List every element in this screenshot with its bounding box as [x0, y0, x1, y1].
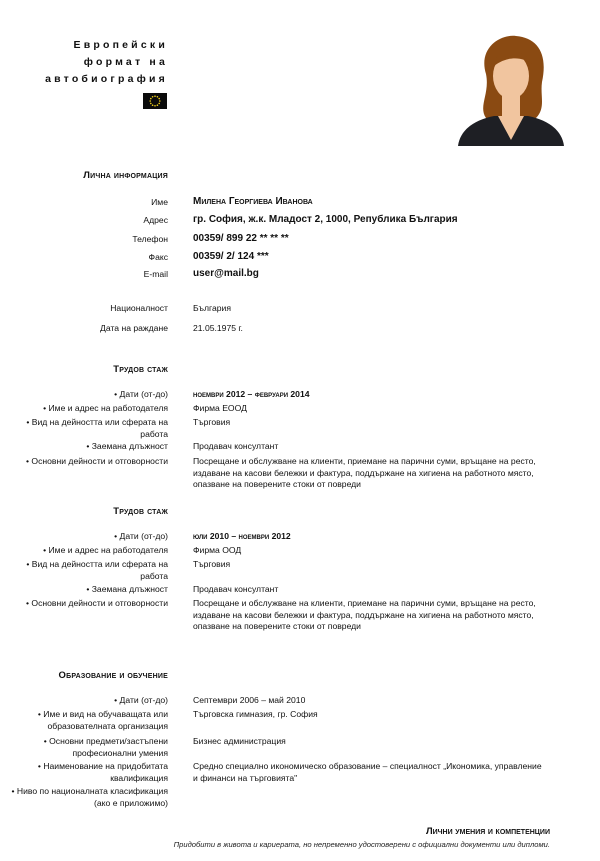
label-work2-sector: • Вид на дейността или сферата на работа: [26, 559, 168, 581]
section-title-personal: Лична информация: [83, 170, 168, 181]
label-phone: Телефон: [132, 234, 168, 244]
label-email: E-mail: [143, 269, 168, 279]
label-work2-employer: • Име и адрес на работодателя: [43, 545, 168, 555]
value-work2-sector: Търговия: [193, 559, 231, 569]
value-edu-organization: Търговска гимназия, гр. София: [193, 709, 318, 719]
label-address: Адрес: [143, 215, 168, 225]
section-title-work-1: Трудов стаж: [113, 364, 168, 375]
section-title-skills: Лични умения и компетенции: [425, 826, 550, 837]
value-work1-dates: ноември 2012 – февруари 2014: [193, 389, 310, 399]
value-work2-dates: юли 2010 – ноември 2012: [193, 531, 291, 541]
value-nationality: България: [193, 303, 231, 313]
value-birth-date: 21.05.1975 г.: [193, 323, 243, 333]
label-work1-duties: • Основни дейности и отговорности: [26, 456, 168, 466]
section-title-work-2: Трудов стаж: [113, 506, 168, 517]
value-work1-sector: Търговия: [193, 417, 231, 427]
label-work1-employer: • Име и адрес на работодателя: [43, 403, 168, 413]
value-name: Милена Георгиева Иванова: [193, 196, 313, 207]
value-edu-qualification: Средно специално икономическо образование – специалност „Икономика, управление и финанси на търговията": [193, 761, 542, 783]
value-edu-dates: Септември 2006 – май 2010: [193, 695, 306, 705]
label-edu-organization: • Име и вид на обучаващата или образователната организация: [37, 709, 168, 731]
label-work1-dates: • Дати (от-до): [114, 389, 168, 399]
value-email: user@mail.bg: [193, 268, 259, 279]
value-edu-subjects: Бизнес администрация: [193, 736, 286, 746]
value-phone: 00359/ 899 22 ** ** **: [193, 233, 289, 244]
label-fax: Факс: [148, 252, 168, 262]
section-title-education: Образование и обучение: [58, 670, 168, 681]
female-avatar-icon: [456, 34, 566, 146]
cv-header-line-1: Европейски: [73, 39, 168, 51]
value-work1-position: Продавач консултант: [193, 441, 279, 451]
value-address: гр. София, ж.к. Младост 2, 1000, Република България: [193, 214, 458, 225]
value-work2-duties: Посрещане и обслужване на клиенти, приемане на парични суми, връщане на ресто, издаване на касови бележки и фактура, поддържане на хигиена на работното място, опазване на повeрените стоки от повреди: [193, 598, 536, 631]
label-work1-position: • Заемана длъжност: [86, 441, 168, 451]
label-birth-date: Дата на раждане: [100, 323, 168, 333]
value-work2-employer: Фирма ООД: [193, 545, 242, 555]
label-edu-dates: • Дати (от-до): [114, 695, 168, 705]
label-edu-subjects: • Основни предмети/застъпени професионални умения: [43, 736, 168, 758]
label-work2-position: • Заемана длъжност: [86, 584, 168, 594]
label-work2-duties: • Основни дейности и отговорности: [26, 598, 168, 608]
cv-header-line-3: автобиография: [45, 73, 168, 85]
value-work1-employer: Фирма ЕООД: [193, 403, 247, 413]
label-name: Име: [151, 197, 168, 207]
label-edu-level: • Ниво по националната класификация (ако е приложимо): [11, 786, 168, 808]
label-work2-dates: • Дати (от-до): [114, 531, 168, 541]
label-work1-sector: • Вид на дейността или сферата на работа: [26, 417, 168, 439]
label-nationality: Националност: [110, 303, 168, 313]
value-work2-position: Продавач консултант: [193, 584, 279, 594]
eu-flag-icon: [143, 93, 167, 109]
skills-note: Придобити в живота и кариерата, но непременно удостоверени с официални документи или дипломи.: [173, 840, 550, 849]
value-fax: 00359/ 2/ 124 ***: [193, 251, 269, 262]
label-edu-qualification: • Наименование на придобитата квалификация: [37, 761, 168, 783]
cv-header-line-2: формат на: [83, 56, 168, 68]
value-work1-duties: Посрещане и обслужване на клиенти, приемане на парични суми, връщане на ресто, издаване на касови бележки и фактура, поддържане на хигиена на работното място, опазване на повeрените стоки от повреди: [193, 456, 536, 489]
